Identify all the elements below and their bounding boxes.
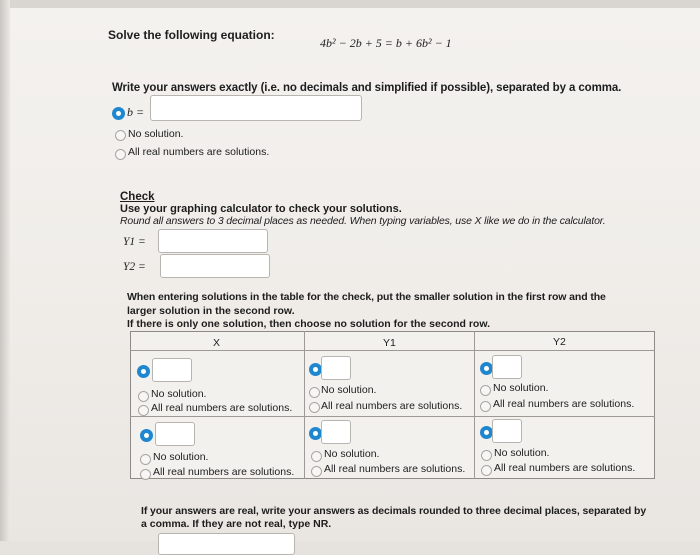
- row1-y2-input[interactable]: [492, 355, 522, 379]
- col-header-x: X: [213, 337, 221, 349]
- check-line1: Use your graphing calculator to check your solutions.: [120, 203, 402, 215]
- col-divider-2: [474, 331, 475, 479]
- col-header-y1: Y1: [383, 337, 396, 349]
- option-no-solution: No solution.: [128, 128, 184, 140]
- row2-x-opt2: All real numbers are solutions.: [153, 466, 295, 478]
- row2-y1-opt2: All real numbers are solutions.: [324, 463, 466, 475]
- final-instruction-line1: If your answers are real, write your answers as decimals rounded to three decimal places, separated by: [141, 505, 647, 517]
- row2-x-radio-all[interactable]: [140, 469, 151, 480]
- table-note-line1: When entering solutions in the table for the check, put the smaller solution in the first row and the: [127, 291, 606, 303]
- row2-y1-radio-all[interactable]: [311, 466, 322, 477]
- top-shadow: [0, 0, 700, 8]
- row2-x-radio-none[interactable]: [140, 454, 151, 465]
- row-divider: [130, 416, 655, 417]
- row1-y1-opt2: All real numbers are solutions.: [321, 400, 463, 412]
- row1-x-opt1: No solution.: [151, 388, 207, 400]
- var-label: b =: [127, 105, 145, 119]
- y1-input[interactable]: [158, 229, 268, 253]
- row1-y2-radio-none[interactable]: [480, 385, 491, 396]
- option-all-real: All real numbers are solutions.: [128, 146, 270, 158]
- row2-y1-opt1: No solution.: [324, 448, 380, 460]
- row2-y2-input[interactable]: [492, 419, 522, 443]
- radio-all-real[interactable]: [115, 149, 126, 160]
- final-instruction-line2: a comma. If they are not real, type NR.: [141, 518, 332, 530]
- row1-x-radio-all[interactable]: [138, 405, 149, 416]
- radio-answer-selected[interactable]: [112, 107, 125, 120]
- row1-y1-radio-all[interactable]: [309, 402, 320, 413]
- row2-x-input[interactable]: [155, 422, 195, 446]
- final-answer-input[interactable]: [158, 533, 295, 555]
- row1-x-radio[interactable]: [137, 365, 150, 378]
- row1-y2-radio-all[interactable]: [480, 401, 491, 412]
- row2-y1-input[interactable]: [321, 420, 351, 444]
- row2-y1-radio-none[interactable]: [311, 451, 322, 462]
- row1-y1-input[interactable]: [321, 356, 351, 380]
- row1-x-input[interactable]: [152, 358, 192, 382]
- row1-y2-opt1: No solution.: [493, 382, 549, 394]
- check-heading: Check: [120, 191, 155, 203]
- row1-y1-radio-none[interactable]: [309, 387, 320, 398]
- row1-y1-opt1: No solution.: [321, 384, 377, 396]
- table-note-line3: If there is only one solution, then choose no solution for the second row.: [127, 318, 491, 330]
- table-note-line2: larger solution in the second row.: [127, 305, 295, 317]
- answer-instruction: Write your answers exactly (i.e. no decimals and simplified if possible), separated by a comma.: [112, 82, 622, 94]
- row1-x-radio-none[interactable]: [138, 391, 149, 402]
- radio-no-solution[interactable]: [115, 130, 126, 141]
- col-header-y2: Y2: [553, 336, 566, 348]
- row2-y2-radio-none[interactable]: [481, 450, 492, 461]
- row2-x-opt1: No solution.: [153, 451, 209, 463]
- y2-label: Y2 =: [123, 261, 146, 273]
- y2-input[interactable]: [160, 254, 270, 278]
- row2-y2-radio-all[interactable]: [481, 465, 492, 476]
- row2-y2-opt2: All real numbers are solutions.: [494, 462, 636, 474]
- check-line2: Round all answers to 3 decimal places as needed. When typing variables, use X like we do in the calculator.: [120, 215, 606, 227]
- left-shadow: [0, 0, 10, 541]
- row1-x-opt2: All real numbers are solutions.: [151, 402, 293, 414]
- equation: 4b² − 2b + 5 = b + 6b² − 1: [320, 36, 452, 50]
- header-divider: [130, 350, 655, 351]
- question-prompt: Solve the following equation:: [108, 28, 275, 42]
- col-divider-1: [304, 331, 305, 479]
- row2-x-radio[interactable]: [140, 429, 153, 442]
- row1-y2-opt2: All real numbers are solutions.: [493, 398, 635, 410]
- y1-label: Y1 =: [123, 236, 146, 248]
- answer-input[interactable]: [150, 95, 362, 121]
- row2-y2-opt1: No solution.: [494, 447, 550, 459]
